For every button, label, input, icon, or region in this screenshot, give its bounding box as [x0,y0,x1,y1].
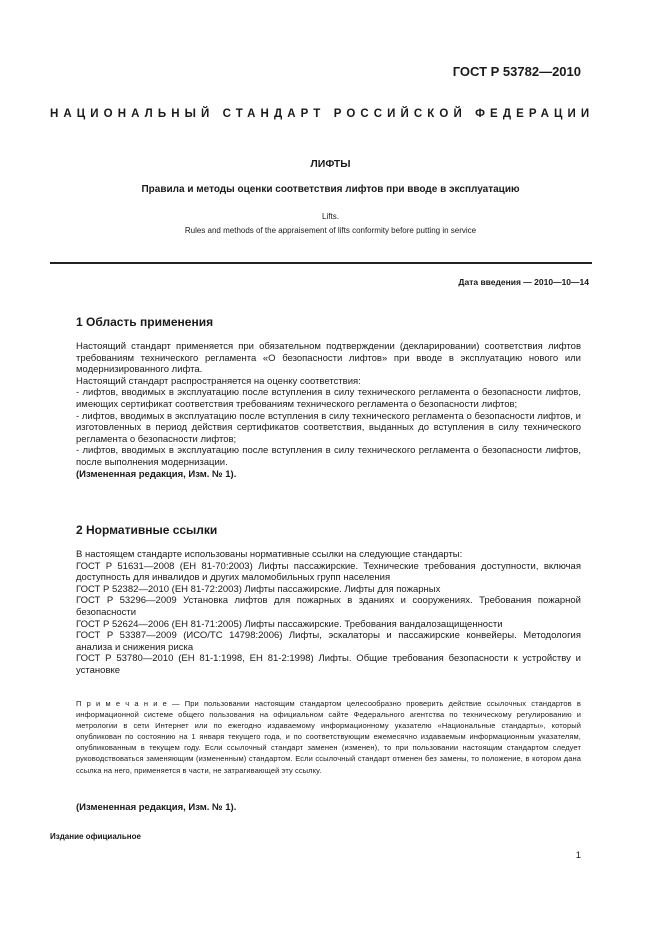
reference-item: ГОСТ Р 52624—2006 (ЕН 81-71:2005) Лифты пассажирские. Требования вандалозащищенности [76,618,503,630]
paragraph: В настоящем стандарте использованы нормативные ссылки на следующие стандарты: [76,549,463,560]
section-2-body [76,549,581,677]
section-1-body [76,341,581,480]
list-item: - лифтов, вводимых в эксплуатацию после вступления в силу технического регламента о безопасности лифтов, после выполнения модернизации. [76,445,581,468]
list-item: - лифтов, вводимых в эксплуатацию после вступления в силу технического регламента о безопасности лифтов, и изготовленных в период действия сертификатов соответствия, выданных до вступления в силу технического регламента о безопасности лифтов; [76,410,581,445]
reference-item: ГОСТ Р 51631—2008 (ЕН 81-70:2003) Лифты пассажирские. Технические требования доступности, включая доступность для инвалидов и других маломобильных групп населения [76,560,581,584]
reference-item: ГОСТ Р 52382—2010 (ЕН 81-72:2003) Лифты пассажирские. Лифты для пожарных [76,583,441,595]
amendment-note: (Измененная редакция, Изм. № 1). [76,802,237,813]
paragraph: Настоящий стандарт распространяется на оценку соответствия: [76,375,361,387]
amendment-note: (Измененная редакция, Изм. № 1). [76,468,237,480]
english-title: Lifts. [322,212,339,221]
reference-item: ГОСТ Р 53296—2009 Установка лифтов для пожарных в зданиях и сооружениях. Требования пожарной безопасности [76,595,581,618]
reference-item: ГОСТ Р 53387—2009 (ИСО/ТС 14798:2006) Лифты, эскалаторы и пассажирские конвейеры. Методология анализа и снижения риска [76,630,581,653]
page-number: 1 [575,850,581,861]
document-title: ЛИФТЫ [310,158,351,170]
document-subtitle: Правила и методы оценки соответствия лифтов при вводе в эксплуатацию [141,184,520,195]
document-code: ГОСТ Р 53782—2010 [452,64,581,79]
official-edition-label: Издание официальное [50,832,141,841]
introduction-date: Дата введения — 2010—10—14 [458,277,589,287]
note-text: П р и м е ч а н и е — При пользовании настоящим стандартом целесообразно проверить действие ссылочных стандартов в информационной системе общего пользования на официальном сайте Федерального агентства по техническому регулированию и метрологии в сети Интернет или по ежегодно издаваемому информационному указателю «Национальные стандарты», который опубликован по состоянию на 1 января текущего года, и по соответствующим ежемесячно издаваемым информационным указателям, опубликованным в текущем году. Если ссылочный стандарт заменен (изменен), то при пользовании настоящим стандартом следует руководствоваться заменяющим (измененным) стандартом. Если ссылочный стандарт отменен без замены, то положение, в котором дана ссылка на него, применяется в части, не затрагивающей эту ссылку. [76,699,581,775]
reference-item: ГОСТ Р 53780—2010 (ЕН 81-1:1998, ЕН 81-2:1998) Лифты. Общие требования безопасности к устройству и установке [76,653,581,676]
section-1-heading: 1 Область применения [76,315,214,329]
list-item: - лифтов, вводимых в эксплуатацию после вступления в силу технического регламента о безопасности лифтов, имеющих сертификат соответствия требованиям технического регламента о безопасности лифтов; [76,387,581,410]
english-subtitle: Rules and methods of the appraisement of lifts conformity before putting in service [184,226,477,235]
standard-banner: НАЦИОНАЛЬНЫЙ СТАНДАРТ РОССИЙСКОЙ ФЕДЕРАЦИИ [50,108,595,120]
note-block [76,698,581,776]
paragraph: Настоящий стандарт применяется при обязательном подтверждении (декларировании) соответствия лифтов требованиям технического регламента «О безопасности лифтов» при вводе в эксплуатацию нового или модернизированного лифта. [76,341,581,376]
horizontal-rule [50,262,592,264]
section-2-heading: 2 Нормативные ссылки [76,523,218,537]
